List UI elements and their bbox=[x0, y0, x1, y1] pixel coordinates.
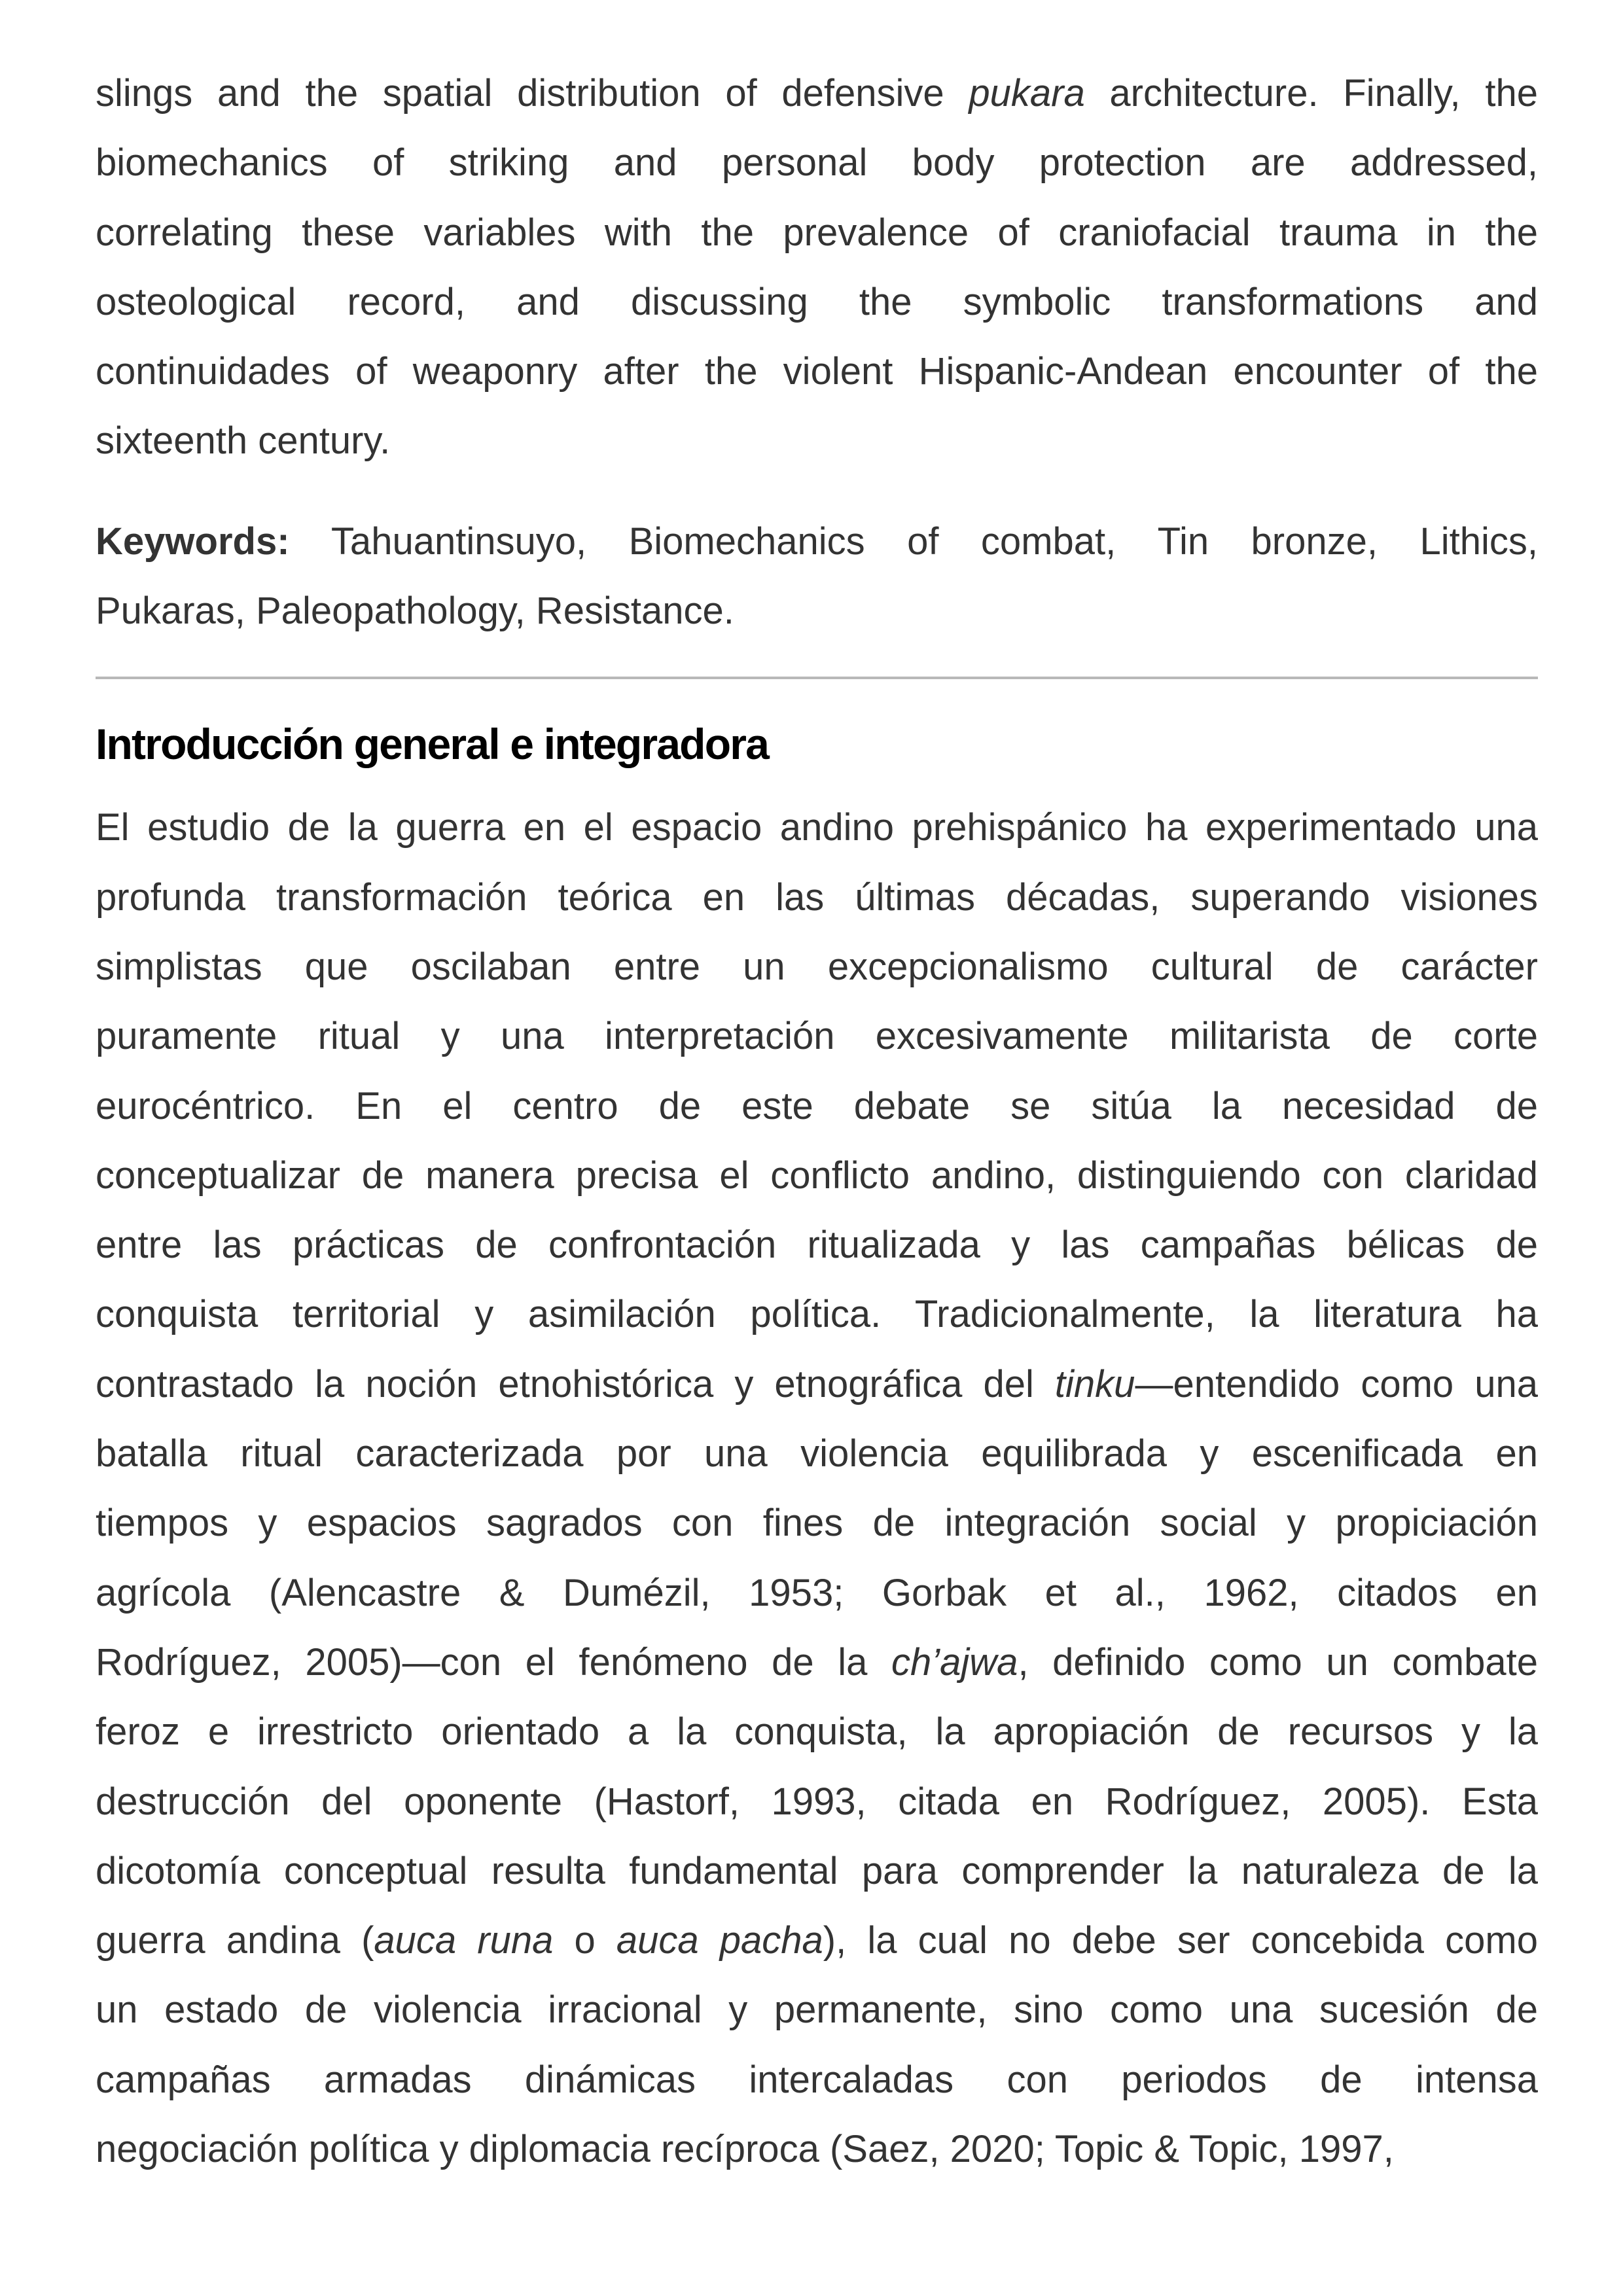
italic-term: auca runa bbox=[374, 1919, 554, 1962]
keywords-label: Keywords: bbox=[96, 520, 290, 563]
text-line: negociación política y diplomacia recíproca (Saez, 2020; Topic & Topic, 1997, bbox=[96, 2128, 1394, 2171]
keywords-paragraph bbox=[96, 507, 1538, 646]
section-heading: Introducción general e integradora bbox=[96, 720, 768, 769]
text-line: osteological record, and discussing the symbolic transformations and bbox=[96, 280, 1538, 323]
italic-term: auca pacha bbox=[616, 1919, 823, 1962]
text-line: feroz e irrestricto orientado a la conquista, la apropiación de recursos y la bbox=[96, 1710, 1538, 1754]
text-line: guerra andina (auca runa o auca pacha), la cual no debe ser concebida como bbox=[96, 1919, 1538, 1962]
section-divider bbox=[96, 677, 1538, 679]
body-paragraph bbox=[96, 793, 1538, 2184]
text-line: Rodríguez, 2005)—con el fenómeno de la ch’ajwa, definido como un combate bbox=[96, 1640, 1538, 1684]
text-line: slings and the spatial distribution of defensive pukara architecture. Finally, the bbox=[96, 72, 1538, 115]
text-line: conceptualizar de manera precisa el conflicto andino, distinguiendo con claridad bbox=[96, 1154, 1538, 1197]
text-line: conquista territorial y asimilación política. Tradicionalmente, la literatura ha bbox=[96, 1293, 1538, 1336]
text-line: puramente ritual y una interpretación excesivamente militarista de corte bbox=[96, 1015, 1538, 1058]
abstract-paragraph bbox=[96, 59, 1538, 476]
text-line: eurocéntrico. En el centro de este debate se sitúa la necesidad de bbox=[96, 1084, 1538, 1127]
text-line: un estado de violencia irracional y permanente, sino como una sucesión de bbox=[96, 1988, 1538, 2032]
text-line: continuidades of weaponry after the violent Hispanic-Andean encounter of the bbox=[96, 350, 1538, 393]
keywords-list-1: Tahuantinsuyo, Biomechanics of combat, Tin bronze, Lithics, bbox=[289, 520, 1538, 563]
text-line: El estudio de la guerra en el espacio andino prehispánico ha experimentado una bbox=[96, 806, 1538, 849]
text-line: biomechanics of striking and personal body protection are addressed, bbox=[96, 141, 1538, 185]
italic-term: tinku bbox=[1054, 1362, 1135, 1405]
text-line: dicotomía conceptual resulta fundamental para comprender la naturaleza de la bbox=[96, 1849, 1538, 1892]
italic-term: ch’ajwa bbox=[891, 1640, 1018, 1684]
text-line: agrícola (Alencastre & Dumézil, 1953; Gorbak et al., 1962, citados en bbox=[96, 1571, 1538, 1614]
text-line: contrastado la noción etnohistórica y etnográfica del tinku—entendido como una bbox=[96, 1362, 1538, 1405]
text-line: correlating these variables with the prevalence of craniofacial trauma in the bbox=[96, 211, 1538, 254]
text-line: sixteenth century. bbox=[96, 419, 391, 463]
italic-term: pukara bbox=[969, 72, 1085, 115]
text-line: campañas armadas dinámicas intercaladas con periodos de intensa bbox=[96, 2058, 1538, 2101]
text-line: batalla ritual caracterizada por una violencia equilibrada y escenificada en bbox=[96, 1432, 1538, 1475]
text-line: destrucción del oponente (Hastorf, 1993, citada en Rodríguez, 2005). Esta bbox=[96, 1780, 1538, 1823]
text-line: entre las prácticas de confrontación ritualizada y las campañas bélicas de bbox=[96, 1224, 1538, 1267]
text-line: simplistas que oscilaban entre un excepcionalismo cultural de carácter bbox=[96, 945, 1538, 988]
keywords-line-2: Pukaras, Paleopathology, Resistance. bbox=[96, 590, 734, 633]
text-line: profunda transformación teórica en las últimas décadas, superando visiones bbox=[96, 875, 1538, 919]
keywords-line-1 bbox=[96, 507, 1538, 576]
text-line: tiempos y espacios sagrados con fines de integración social y propiciación bbox=[96, 1502, 1538, 1545]
